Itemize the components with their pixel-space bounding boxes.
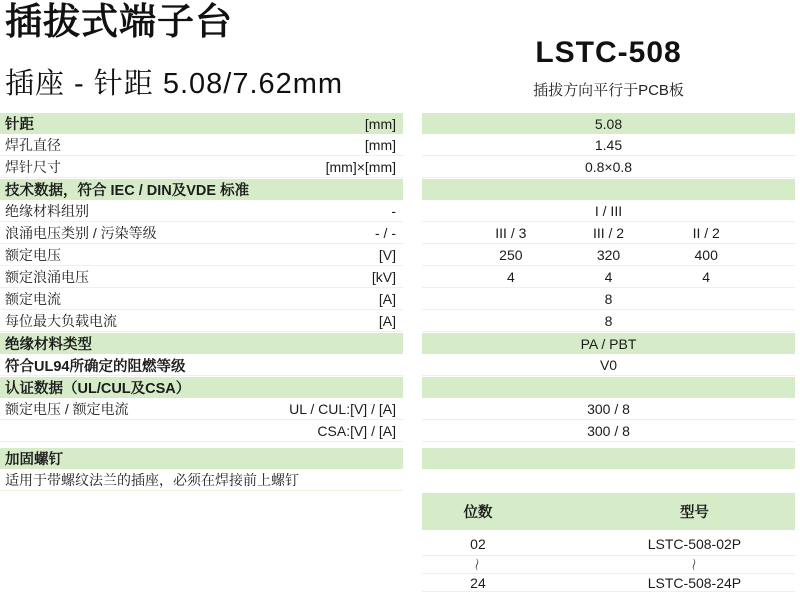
spec-cell-values — [422, 421, 795, 442]
row-label: 绝缘材料组别 — [5, 203, 89, 219]
row-unit: [mm]×[mm] — [325, 159, 396, 175]
spec-cell-values — [422, 377, 795, 398]
spec-row — [0, 421, 795, 442]
spec-cell-values — [422, 289, 795, 310]
page-subtitle: 插座 - 针距 5.08/7.62mm — [5, 68, 344, 100]
row-unit: [V] — [378, 247, 396, 263]
spec-value: 8 — [604, 291, 613, 307]
spec-row — [0, 201, 795, 222]
spec-cell-values — [422, 135, 795, 156]
spec-value: 8 — [604, 313, 613, 329]
row-unit: [mm] — [364, 115, 396, 132]
models-table — [422, 493, 795, 592]
spec-row — [0, 135, 795, 156]
spec-value: 300 / 8 — [587, 401, 630, 417]
spec-value: 320 — [596, 247, 621, 263]
spec-cell-left — [0, 399, 403, 420]
spec-value: III / 2 — [592, 225, 625, 241]
spec-cell-values — [422, 355, 795, 376]
range-tilde: 〜 — [469, 557, 485, 572]
row-label: 焊针尺寸 — [5, 159, 61, 175]
row-label: 适用于带螺纹法兰的插座，必须在焊接前上螺钉 — [5, 472, 299, 488]
models-row — [422, 574, 795, 592]
spec-cell-left — [0, 113, 403, 134]
row-label: 加固螺钉 — [5, 452, 63, 468]
spec-value: 4 — [506, 269, 515, 285]
spec-row — [0, 267, 795, 288]
section-header-row — [0, 377, 795, 398]
row-unit: [A] — [378, 313, 396, 329]
model-partnumber: LSTC-508-24P — [647, 574, 742, 591]
spec-value: I / III — [594, 203, 623, 219]
row-unit: CSA:[V] / [A] — [317, 423, 396, 439]
spec-value: 0.8×0.8 — [584, 159, 633, 175]
spec-cell-values — [422, 245, 795, 266]
spec-value: V0 — [599, 357, 618, 373]
spec-cell-values — [422, 223, 795, 244]
spec-cell-left — [0, 421, 403, 442]
row-label: 符合UL94所确定的阻燃等级 — [5, 358, 186, 375]
spec-value: II / 2 — [692, 225, 720, 241]
section-header-row — [0, 179, 795, 200]
spec-row — [0, 223, 795, 244]
range-tilde: 〜 — [685, 557, 701, 572]
model-orientation-note: 插拔方向平行于PCB板 — [533, 82, 684, 99]
row-label: 额定电流 — [5, 291, 61, 307]
spec-cell-left — [0, 470, 403, 491]
spec-row — [0, 113, 795, 134]
spec-cell-values — [422, 470, 795, 491]
model-positions: 02 — [470, 535, 486, 552]
row-label: 针距 — [5, 117, 34, 133]
models-row — [422, 532, 795, 556]
spec-cell-left — [0, 157, 403, 178]
row-label: 额定电压 / 额定电流 — [5, 401, 129, 417]
spec-value: 250 — [499, 247, 523, 263]
spec-row — [0, 311, 795, 332]
model-number: LSTC-508 — [535, 36, 682, 69]
spec-cell-left — [0, 377, 403, 398]
models-header-partnumber: 型号 — [679, 505, 709, 521]
spec-cell-values — [422, 201, 795, 222]
spec-cell-values — [422, 333, 795, 354]
spec-value: PA / PBT — [580, 335, 637, 352]
spec-row — [0, 289, 795, 310]
models-row — [422, 556, 795, 574]
spec-cell-values — [422, 448, 795, 469]
row-unit: [A] — [378, 291, 396, 307]
spec-cell-values — [422, 157, 795, 178]
model-positions: 24 — [470, 574, 486, 591]
spec-cell-left — [0, 135, 403, 156]
spec-cell-left — [0, 311, 403, 332]
spec-value: 5.08 — [594, 115, 623, 132]
spec-value: 1.45 — [594, 137, 623, 153]
spec-row — [0, 399, 795, 420]
models-header-row — [422, 493, 795, 530]
spec-cell-left — [0, 355, 403, 376]
row-label: 浪涌电压类别 / 污染等级 — [5, 225, 157, 241]
spec-cell-left — [0, 179, 403, 200]
spec-cell-values — [422, 113, 795, 134]
page-header — [0, 0, 800, 113]
spec-cell-left — [0, 448, 403, 469]
spec-cell-left — [0, 223, 403, 244]
spec-row — [0, 157, 795, 178]
row-unit: UL / CUL:[V] / [A] — [289, 401, 396, 417]
row-label: 额定浪涌电压 — [5, 269, 89, 285]
models-header-positions: 位数 — [463, 505, 493, 521]
spec-table — [0, 113, 795, 491]
spec-value: 4 — [604, 269, 613, 285]
spec-cell-values — [422, 179, 795, 200]
row-label: 每位最大负载电流 — [5, 313, 117, 329]
model-positions — [422, 555, 534, 574]
row-label: 绝缘材料类型 — [5, 337, 92, 353]
page-title: 插拔式端子台 — [5, 1, 233, 42]
row-unit: [kV] — [371, 269, 396, 285]
spec-cell-left — [0, 201, 403, 222]
spec-cell-values — [422, 267, 795, 288]
model-partnumber: LSTC-508-02P — [647, 535, 742, 552]
row-label: 焊孔直径 — [5, 137, 61, 153]
row-label: 认证数据（UL/CUL及CSA） — [5, 381, 191, 397]
row-unit: [mm] — [364, 137, 396, 153]
row-unit: - / - — [375, 225, 396, 241]
spec-value: 4 — [702, 269, 711, 285]
spec-cell-values — [422, 311, 795, 332]
spec-row — [0, 333, 795, 354]
spec-row — [0, 245, 795, 266]
note-row — [0, 470, 795, 491]
spec-cell-left — [0, 333, 403, 354]
spec-cell-left — [0, 245, 403, 266]
spec-cell-left — [0, 289, 403, 310]
row-label: 额定电压 — [5, 247, 61, 263]
model-partnumber — [534, 555, 795, 574]
spec-cell-left — [0, 267, 403, 288]
spec-value: 400 — [694, 247, 718, 263]
spec-cell-values — [422, 399, 795, 420]
spec-row — [0, 355, 795, 376]
spec-value: 300 / 8 — [587, 423, 630, 439]
section-header-row — [0, 448, 795, 469]
row-label: 技术数据，符合 IEC / DIN及VDE 标准 — [5, 183, 250, 199]
row-unit: - — [391, 203, 396, 219]
spec-value: III / 3 — [495, 225, 527, 241]
